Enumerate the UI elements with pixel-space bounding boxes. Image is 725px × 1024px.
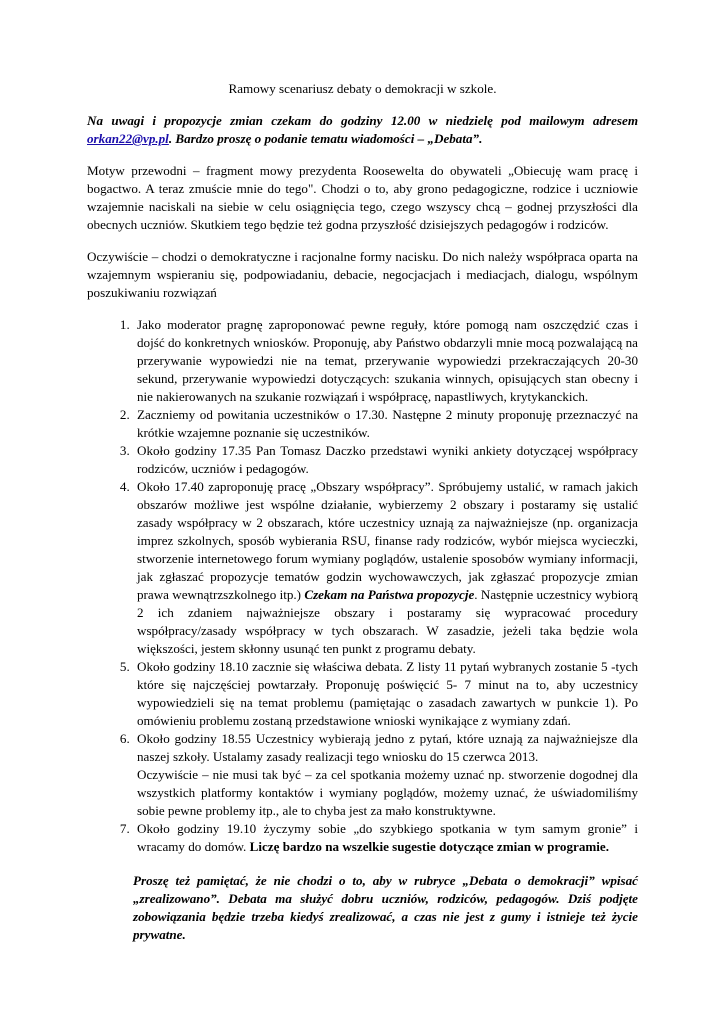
document-title: Ramowy scenariusz debaty o demokracji w szkole. — [228, 81, 497, 96]
agenda-item-4: 4. Około 17.40 zaproponuję pracę „Obszary współpracy”. Spróbujemy ustalić, w ramach jakich obszarów możliwe jest wspólne działanie, wybierzemy 2 obszary i postaramy się ustalić zasady współpracy w 2 obszarach, które uczestnicy uznają za najważniejsze (np. organizacja imprez szkolnych, sposób wybierania RSU, finanse rady rodziców, wybór miejsca wycieczki, stworzenie internetowego forum wymiany poglądów, ustalenie sposobów wymiany informacji, jak zgłaszać propozycje tematów godzin wychowawczych, jak zgłaszać propozycje zmian prawa wewnątrzszkolnego itp.) Czekam na Państwa propozycje. Następnie uczestnicy wybiorą 2 ich zdaniem najważniejsze obszary i postaramy się wypracować procedury współpracy/zasady współpracy w tych obszarach. W zasadzie, jeżeli taka będzie wola większości, jestem skłonny usunąć ten punkt z programu debaty. — [133, 478, 638, 658]
agenda-item-7: 7. Około godziny 19.10 życzymy sobie „do szybkiego spotkania w tym samym gronie” i wracamy do domów. Liczę bardzo na wszelkie sugestie dotyczące zmian w programie. — [133, 820, 638, 856]
agenda-item-6-note: Oczywiście – nie musi tak być – za cel spotkania możemy uznać np. stworzenie dogodnej dla wszystkich platformy kontaktów i wymiany poglądów, możemy uznać, że uświadomiliśmy sobie pewne problemy itp., ale to chyba jest za mało konstruktywne. — [137, 767, 638, 818]
agenda-item-6: 6. Około godziny 18.55 Uczestnicy wybierają jedno z pytań, które uznają za najważniejsze dla naszej szkoły. Ustalamy zasady realizacji tego wniosku do 15 czerwca 2013. Oczywiście – nie musi tak być – za cel spotkania możemy uznać np. stworzenie dogodnej dla wszystkich platformy kontaktów i wymiany poglądów, możemy uznać, że uświadomiliśmy sobie pewne problemy itp., ale to chyba jest za mało konstruktywne. — [133, 730, 638, 820]
document-page — [87, 80, 638, 944]
agenda-item-3: 3. Około godziny 17.35 Pan Tomasz Daczko przedstawi wyniki ankiety dotyczącej współpracy rodziców, uczniów i pedagogów. — [133, 442, 638, 478]
closing-paragraph: Proszę też pamiętać, że nie chodzi o to, aby w rubryce „Debata o demokracji” wpisać „zrealizowano”. Debata ma służyć dobru uczniów, rodziców, pedagogów. Dziś podjęte zobowiązania będzie trzeba kiedyś zrealizować, a czas nie jest z gumy i istnieje też życie prywatne. — [133, 873, 638, 942]
notice-paragraph — [87, 112, 638, 148]
notice-text-start: Na uwagi i propozycje zmian czekam do godziny 12.00 w niedzielę pod mailowym adresem — [87, 113, 638, 128]
agenda-item-1: 1. Jako moderator pragnę zaproponować pewne reguły, które pomogą nam oszczędzić czas i dojść do konkretnych wniosków. Proponuję, aby Państwo obdarzyli mnie mocą pozwalającą na przerywanie wypowiedzi nie na temat, przerywanie wypowiedzi przekraczających 20-30 sekund, przerywanie wypowiedzi dotyczących: szukania winnych, opisujących stan obecny i nie nakierowanych na szukanie rozwiązań i współpracę, napastliwych, krytykanckich. — [133, 316, 638, 406]
methods-paragraph: Oczywiście – chodzi o demokratyczne i racjonalne formy nacisku. Do nich należy współpraca oparta na wzajemnym wspieraniu się, podpowiadaniu, debacie, negocjacjach i mediacjach, dialogu, wspólnym poszukiwaniu rozwiązań — [87, 249, 638, 300]
email-link[interactable]: orkan22@vp.pl — [87, 131, 169, 146]
agenda-list — [87, 316, 638, 856]
agenda-item-2: 2. Zaczniemy od powitania uczestników o 17.30. Następne 2 minuty proponuję przeznaczyć na krótkie wzajemne poznanie się uczestników. — [133, 406, 638, 442]
proposals-request: Czekam na Państwa propozycje — [304, 587, 475, 602]
suggestions-request: Liczę bardzo na wszelkie sugestie dotyczące zmian w programie. — [249, 839, 610, 854]
notice-text-end: . Bardzo proszę o podanie tematu wiadomości – „Debata”. — [168, 131, 483, 146]
agenda-item-5: 5. Około godziny 18.10 zacznie się właściwa debata. Z listy 11 pytań wybranych zostanie 5 -tych które się najczęściej powtarzały. Proponuję poświęcić 5- 7 minut na to, aby uczestnicy wypowiedzieli się na temat problemu (pamiętając o zasadach zawartych w punkcie 1). Po omówieniu problemu zostaną przedstawione wnioski wynikające z wymiany zdań. — [133, 658, 638, 730]
intro-paragraph: Motyw przewodni – fragment mowy prezydenta Roosewelta do obywateli „Obiecuję wam pracę i bogactwo. A teraz zmuście mnie do tego". Chodzi o to, aby grono pedagogiczne, rodzice i uczniowie wzajemnie naciskali na siebie w celu osiągnięcia tego, czego wszyscy chcą – godnej przyszłości dla obecnych uczniów. Skutkiem tego będzie też godna przyszłość dzisiejszych pedagogów i rodziców. — [87, 163, 638, 232]
